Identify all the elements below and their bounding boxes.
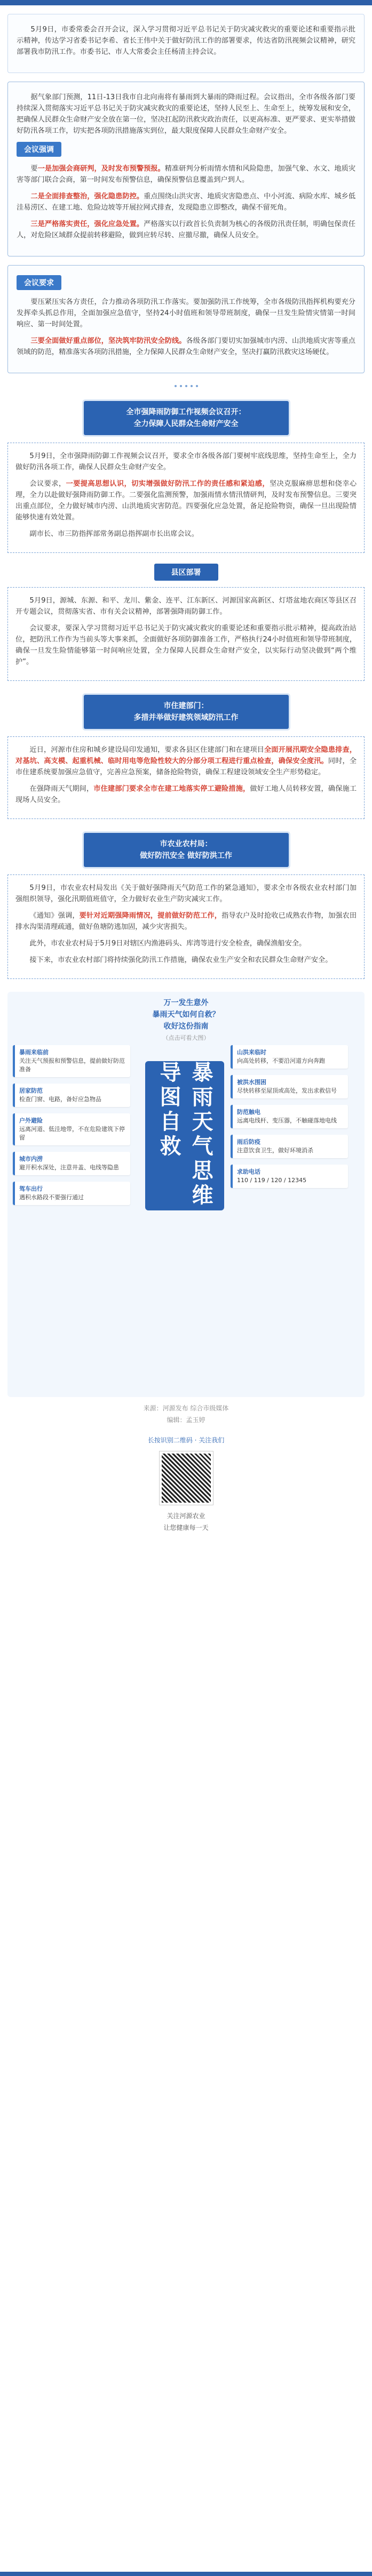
- agriculture-section: [7, 874, 365, 979]
- housing-paragraph-1: 近日，河源市住房和城乡建设局印发通知，要求各县区住建部门和在建项目全面开展汛期安全隐患排查，对基坑、高支模、起重机械、临时用电等危险性较大的分部分项工程进行重点检查，确保安全度汛。同时，全市住建系统要加强应急值守，完善应急预案，储备抢险物资，确保工程建设领域安全生产形势稳定。: [15, 746, 357, 776]
- intro-paragraph: 5月9日，市委常委会召开会议，深入学习贯彻习近平总书记关于防灾减灾救灾的重要论述和重要指示批示精神，传达学习省委书记李希、省长王伟中关于做好防汛工作的部署要求，传达省防汛视频会议精神，研究部署我市防汛工作。市委书记、市人大常委会主任杨清主持会议。: [17, 26, 355, 56]
- meeting-requirement-tag: 会议要求: [17, 275, 61, 290]
- city-meeting-paragraph-1: 5月9日，全市强降雨防御工作视频会议召开，要求全市各级各部门要树牢底线思维，坚持生命至上，全力做好防汛各项工作，确保人民群众生命财产安全。: [15, 452, 357, 471]
- mindmap-center: 暴雨天气思维导图自救: [145, 1061, 224, 1210]
- emphasis-point-1: 要一是加强会商研判，及时发布预警预报。精准研判分析雨情水情和风险隐患，加强气象、水文、地质灾害等部门联合会商，第一时间发布预警信息，确保预警信息覆盖到户到人。: [17, 165, 356, 184]
- agriculture-banner: 市农业农村局： 做好防汛安全 做好防洪工作: [84, 833, 289, 867]
- follow-prompt: 长按识别二维码 · 关注我们: [147, 1437, 225, 1444]
- mindmap-header: 万一发生意外 暴雨天气如何自救？ 收好这份指南 （点击可看大图）: [152, 999, 220, 1041]
- mindmap-branch: 被洪水围困 尽快转移至屋顶或高处，发出求救信号: [231, 1075, 348, 1098]
- meeting-paragraph: 据气象部门预测，11日-13日我市自北向南将有暴雨到大暴雨的降雨过程。会议指出，全市各级各部门要持续深入贯彻落实习近平总书记关于防灾减灾救灾的重要论述，坚持人民至上、生命至上，统筹发展和安全，把确保人民群众生命财产安全放在第一位，坚决扛起防汛救灾政治责任，以更高标准、更严要求、更实举措做好防汛各项工作，切实把各项防汛措施落实到位，最大限度保障人民群众生命财产安全。: [17, 93, 355, 135]
- county-paragraph-2: 会议要求，要深入学习贯彻习近平总书记关于防灾减灾救灾的重要论述和重要指示批示精神，提高政治站位，把防汛工作作为当前头等大事来抓，全面做好各项防御准备工作，严格执行24小时值班和领导带班制度，确保一旦发生险情能够第一时间响应处置，全力保障人民群众生命财产安全，以实际行动坚决做到“两个维护”。: [15, 624, 357, 666]
- mindmap-branch: 居家防范 检查门窗、电路，备好应急物品: [13, 1084, 130, 1107]
- footer: [0, 1402, 372, 1534]
- city-meeting-banner: 全市强降雨防御工作视频会议召开： 全力保障人民群众生命财产安全: [84, 401, 289, 435]
- org-slogan: 让您健康每一天: [163, 1524, 209, 1531]
- requirement-point: 三要全面做好重点部位，坚决筑牢防汛安全防线。各级各部门要切实加强城市内涝、山洪地质灾害等重点领域的防范，精准落实各项防汛措施，全力保障人民群众生命财产安全，坚决打赢防汛救灾这场硬仗。: [17, 337, 355, 356]
- meeting-emphasis-tag: 会议强调: [17, 142, 61, 157]
- city-meeting-paragraph-2: 会议要求，一要提高思想认识，切实增强做好防汛工作的责任感和紧迫感，坚决克服麻痹思想和侥幸心理，全力以赴做好强降雨防御工作。二要强化监测预警，加强雨情水情汛情研判，及时发布预警信息。三要突出重点部位，全力做好城市内涝、山洪地质灾害防范。四要强化应急处置，备足抢险物资，确保一旦出现险情能够快速有效处置。: [15, 480, 357, 521]
- qr-code-icon[interactable]: [160, 1451, 213, 1505]
- city-meeting-paragraph-3: 副市长、市三防指挥部常务副总指挥副市长出席会议。: [29, 530, 199, 538]
- source-credit: 来源：河源发布 综合市级媒体: [143, 1405, 229, 1412]
- county-paragraph-1: 5月9日，源城、东源、和平、龙川、紫金、连平、江东新区、河源国家高新区、灯塔盆地农商区等县区召开专题会议，贯彻落实省、市有关会议精神，部署强降雨防御工作。: [15, 597, 357, 616]
- mindmap-branch: 户外避险 远离河道、低洼地带，不在危险建筑下停留: [13, 1113, 130, 1145]
- meeting-section: [7, 82, 365, 256]
- agriculture-paragraph-2: 《通知》强调，要针对近期强降雨情况，提前做好防范工作，指导农户及时抢收已成熟农作物，加强农田排水沟渠清理疏通，做好鱼塘防逃加固，减少灾害损失。: [15, 912, 357, 931]
- mindmap-right-branches: [231, 1045, 348, 1194]
- agriculture-paragraph-1: 5月9日，市农业农村局发出《关于做好强降雨天气防范工作的紧急通知》，要求全市各级农业农村部门加强组织领导，强化汛期值班值守，全力做好农业生产防灾减灾工作。: [15, 884, 357, 903]
- requirement-section: [7, 265, 365, 373]
- editor-credit: 编辑：孟玉婷: [167, 1416, 205, 1424]
- emphasis-point-3: 三是严格落实责任，强化应急处置。严格落实以行政首长负责制为核心的各级防汛责任制，明确包保责任人，对危险区域群众提前转移避险，做到应转尽转、应撤尽撤，确保人员安全。: [17, 220, 356, 239]
- agriculture-paragraph-3: 此外，市农业农村局于5月9日对辖区内渔港码头、库湾等进行安全检查，确保渔船安全。: [29, 940, 306, 948]
- county-deploy-badge: 县区部署: [154, 564, 218, 581]
- org-name: 关注河源农业: [167, 1512, 205, 1520]
- agriculture-paragraph-4: 接下来，市农业农村部门将持续强化防汛工作措施，确保农业生产安全和农民群众生命财产安全。: [29, 956, 333, 964]
- bottom-bar: [0, 2572, 372, 2576]
- housing-banner: 市住建部门： 多措并举做好建筑领域防汛工作: [84, 695, 289, 729]
- intro-section: [7, 14, 365, 73]
- county-section: [7, 587, 365, 681]
- requirement-paragraph: 要压紧压实各方责任，合力推动各项防汛工作落实。要加强防汛工作统筹，全市各级防汛指挥机构要充分发挥牵头抓总作用，全面加强应急值守，坚持24小时值班和领导带班制度，确保一旦发生险情灾情第一时间响应、第一时间处置。: [17, 298, 355, 328]
- city-meeting-section: [7, 443, 365, 553]
- mindmap-branch: 暴雨来临前 关注天气预报和预警信息，提前做好防范准备: [13, 1045, 130, 1077]
- mindmap-left-branches: [13, 1045, 130, 1211]
- mindmap-branch: 城市内涝 避开积水深处，注意井盖、电线等隐患: [13, 1152, 130, 1175]
- housing-section: [7, 736, 365, 819]
- self-rescue-mindmap[interactable]: [7, 992, 365, 1397]
- mindmap-branch: 防范触电 远离电线杆、变压器，不触碰落地电线: [231, 1105, 348, 1128]
- mindmap-branch: 求助电话 110 / 119 / 120 / 12345: [231, 1165, 348, 1188]
- mindmap-branch: 雨后防疫 注意饮食卫生，做好环境消杀: [231, 1135, 348, 1158]
- top-bar: [0, 0, 372, 5]
- dots-divider: [0, 385, 372, 387]
- mindmap-branch: 驾车出行 遇积水路段不要强行通过: [13, 1182, 130, 1205]
- emphasis-point-2: 二是全面排查整治，强化隐患防控。重点围绕山洪灾害、地质灾害隐患点、中小河流、病险水库、城乡低洼易涝区、在建工地、危险边坡等开展拉网式排查，发现隐患立即整改，确保不留死角。: [17, 192, 356, 212]
- mindmap-branch: 山洪来临时 向高处转移，不要沿河道方向奔跑: [231, 1045, 348, 1069]
- housing-paragraph-2: 在强降雨天气期间，市住建部门要求全市在建工地落实停工避险措施，做好工地人员转移安置，确保施工现场人员安全。: [15, 785, 357, 804]
